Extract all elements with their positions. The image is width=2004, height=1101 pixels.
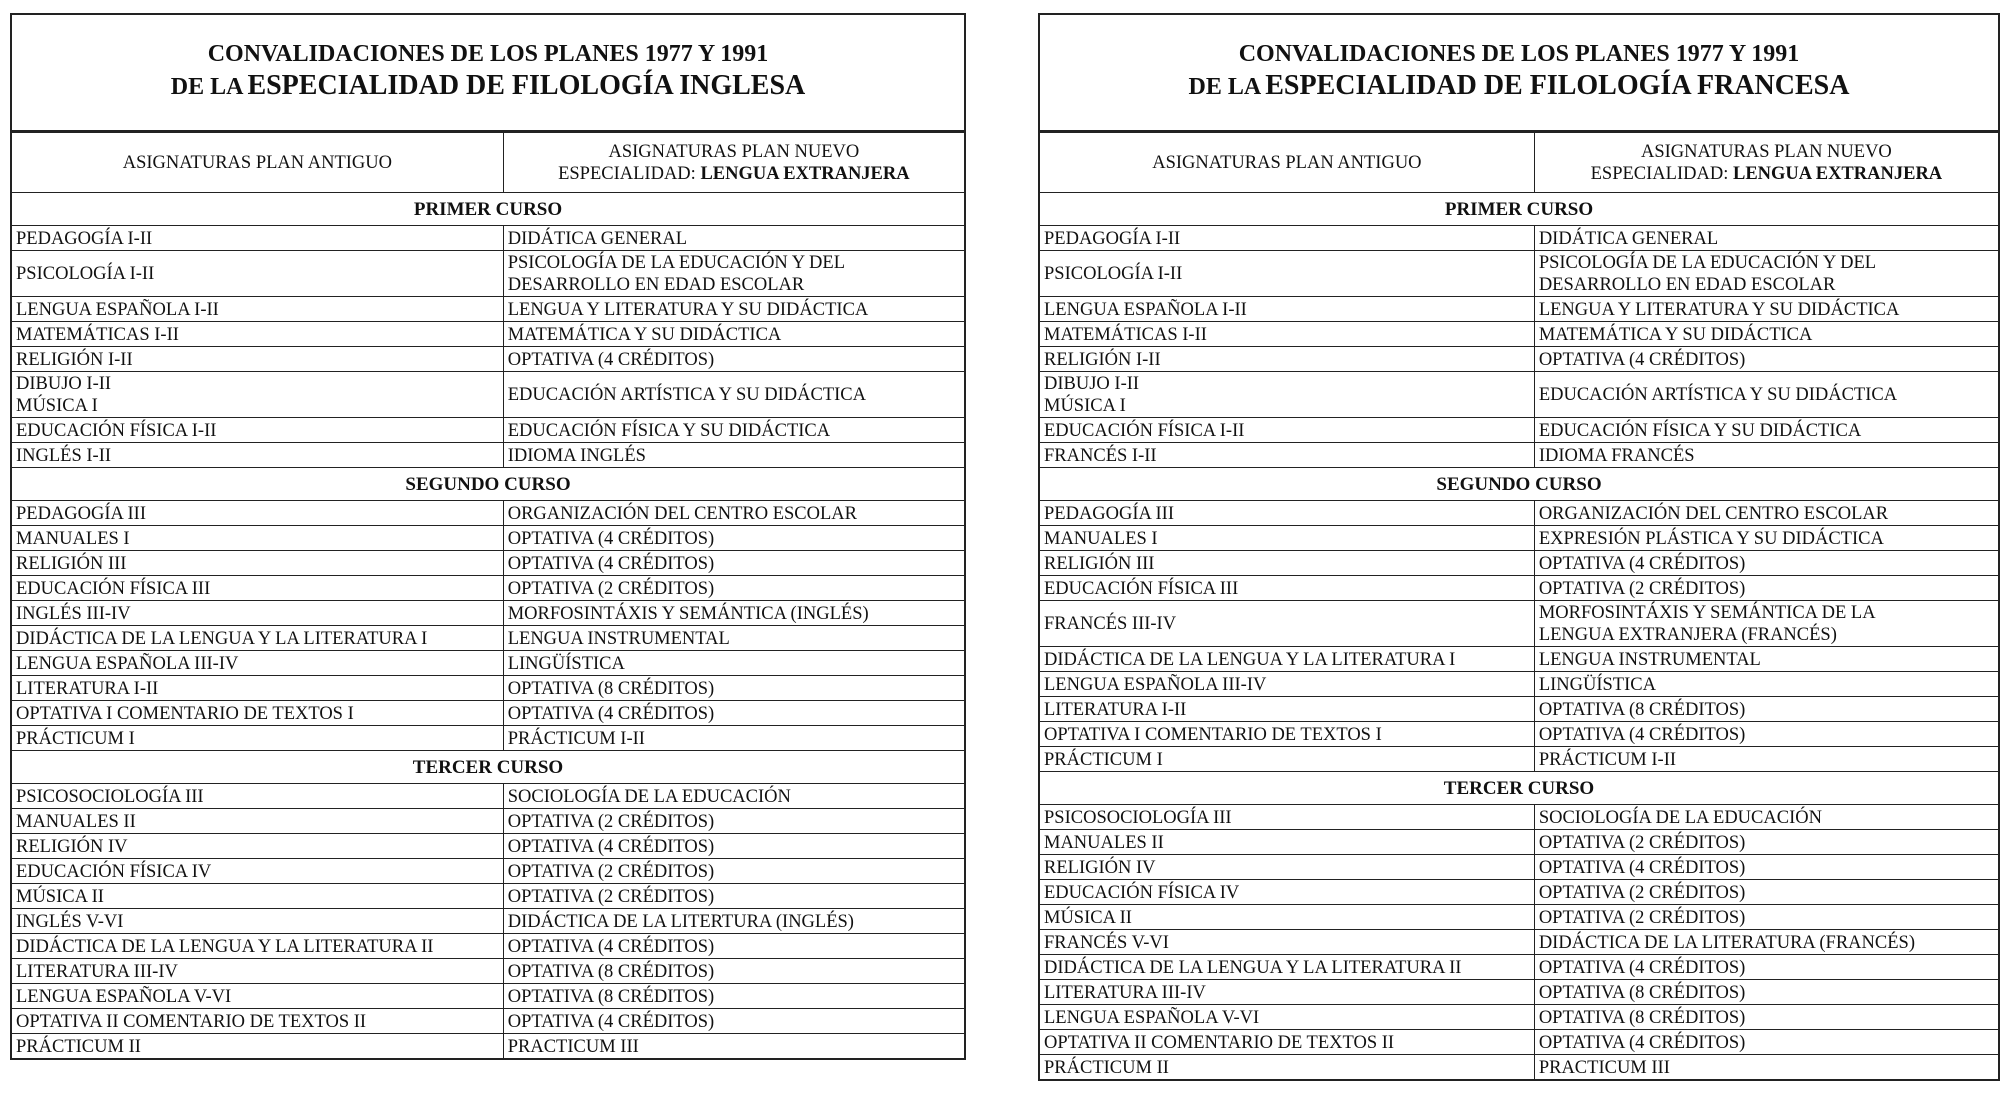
section-header-row: [1040, 193, 1998, 226]
new-subject: PSICOLOGÍA DE LA EDUCACIÓN Y DEL DESARROLLO EN EDAD ESCOLAR: [1534, 251, 1998, 297]
old-subject: OPTATIVA I COMENTARIO DE TEXTOS I: [12, 701, 503, 726]
old-subject: RELIGIÓN III: [1040, 551, 1534, 576]
table-row: [1040, 830, 1998, 855]
table-row: [12, 1009, 964, 1034]
old-subject: DIBUJO I-II MÚSICA I: [12, 372, 503, 418]
header-new-line2: [508, 163, 960, 185]
section-header-row: [12, 751, 964, 784]
title-specialty: ESPECIALIDAD DE FILOLOGÍA FRANCESA: [1265, 69, 1850, 101]
new-subject: EDUCACIÓN ARTÍSTICA Y SU DIDÁCTICA: [503, 372, 964, 418]
new-subject: OPTATIVA (8 CRÉDITOS): [1534, 1005, 1998, 1030]
old-subject: EDUCACIÓN FÍSICA IV: [1040, 880, 1534, 905]
new-subject: OPTATIVA (4 CRÉDITOS): [503, 347, 964, 372]
new-subject: OPTATIVA (8 CRÉDITOS): [1534, 980, 1998, 1005]
new-subject: OPTATIVA (4 CRÉDITOS): [503, 1009, 964, 1034]
old-subject: PEDAGOGÍA I-II: [1040, 226, 1534, 251]
table-row: [1040, 1055, 1998, 1080]
new-subject: DIDÁCTICA DE LA LITERATURA (FRANCÉS): [1534, 930, 1998, 955]
table-row: [12, 1034, 964, 1059]
section-header-row: [12, 193, 964, 226]
new-subject: IDIOMA INGLÉS: [503, 443, 964, 468]
section-title: SEGUNDO CURSO: [12, 468, 964, 501]
new-subject: OPTATIVA (2 CRÉDITOS): [503, 576, 964, 601]
old-subject: INGLÉS III-IV: [12, 601, 503, 626]
new-subject: ORGANIZACIÓN DEL CENTRO ESCOLAR: [1534, 501, 1998, 526]
new-subject: OPTATIVA (8 CRÉDITOS): [503, 959, 964, 984]
table-row: [1040, 551, 1998, 576]
table-row: [1040, 418, 1998, 443]
old-subject: PEDAGOGÍA III: [1040, 501, 1534, 526]
old-subject: PSICOLOGÍA I-II: [12, 251, 503, 297]
table-row: [12, 984, 964, 1009]
table-row: [12, 601, 964, 626]
new-subject: OPTATIVA (2 CRÉDITOS): [503, 809, 964, 834]
section-title: TERCER CURSO: [1040, 772, 1998, 805]
table-row: [12, 347, 964, 372]
table-row: [1040, 297, 1998, 322]
header-new-line2: [1539, 163, 1994, 185]
table-row: [1040, 930, 1998, 955]
old-subject: INGLÉS I-II: [12, 443, 503, 468]
title-line-2: [171, 69, 806, 107]
table-row: [1040, 1030, 1998, 1055]
old-subject: FRANCÉS I-II: [1040, 443, 1534, 468]
table-row: [12, 859, 964, 884]
old-subject: RELIGIÓN IV: [1040, 855, 1534, 880]
new-subject: EDUCACIÓN FÍSICA Y SU DIDÁCTICA: [1534, 418, 1998, 443]
old-subject: OPTATIVA I COMENTARIO DE TEXTOS I: [1040, 722, 1534, 747]
old-subject: EDUCACIÓN FÍSICA III: [1040, 576, 1534, 601]
section-title: PRIMER CURSO: [1040, 193, 1998, 226]
new-subject: LENGUA Y LITERATURA Y SU DIDÁCTICA: [1534, 297, 1998, 322]
old-subject: LITERATURA I-II: [1040, 697, 1534, 722]
new-subject: DIDÁTICA GENERAL: [1534, 226, 1998, 251]
new-subject: EDUCACIÓN ARTÍSTICA Y SU DIDÁCTICA: [1534, 372, 1998, 418]
table-row: [12, 784, 964, 809]
section-title: SEGUNDO CURSO: [1040, 468, 1998, 501]
old-subject: LITERATURA III-IV: [12, 959, 503, 984]
table-row: [1040, 672, 1998, 697]
new-subject: OPTATIVA (4 CRÉDITOS): [1534, 347, 1998, 372]
old-subject: MANUALES II: [1040, 830, 1534, 855]
old-subject: MÚSICA II: [1040, 905, 1534, 930]
table-row: [12, 526, 964, 551]
old-subject: PSICOLOGÍA I-II: [1040, 251, 1534, 297]
title-prefix: DE LA: [1188, 73, 1262, 100]
new-subject: OPTATIVA (4 CRÉDITOS): [1534, 955, 1998, 980]
table-row: [12, 701, 964, 726]
table-row: [1040, 322, 1998, 347]
section-header-row: [12, 468, 964, 501]
new-subject: EXPRESIÓN PLÁSTICA Y SU DIDÁCTICA: [1534, 526, 1998, 551]
old-subject: FRANCÉS V-VI: [1040, 930, 1534, 955]
new-subject: PSICOLOGÍA DE LA EDUCACIÓN Y DEL DESARROLLO EN EDAD ESCOLAR: [503, 251, 964, 297]
old-subject: PRÁCTICUM I: [12, 726, 503, 751]
title-line-1: CONVALIDACIONES DE LOS PLANES 1977 Y 1991: [1238, 40, 1800, 67]
convalidation-grid: [12, 132, 964, 1058]
header-new-specialty: LENGUA EXTRANJERA: [700, 164, 910, 184]
table-row: [12, 676, 964, 701]
table-row: [1040, 443, 1998, 468]
new-subject: PRÁCTICUM I-II: [1534, 747, 1998, 772]
new-subject: SOCIOLOGÍA DE LA EDUCACIÓN: [503, 784, 964, 809]
table-row: [1040, 226, 1998, 251]
table-row: [1040, 1005, 1998, 1030]
old-subject: DIBUJO I-II MÚSICA I: [1040, 372, 1534, 418]
table-row: [12, 909, 964, 934]
new-subject: OPTATIVA (2 CRÉDITOS): [1534, 905, 1998, 930]
old-subject: DIDÁCTICA DE LA LENGUA Y LA LITERATURA I: [12, 626, 503, 651]
new-subject: OPTATIVA (4 CRÉDITOS): [1534, 551, 1998, 576]
new-subject: MORFOSINTÁXIS Y SEMÁNTICA (INGLÉS): [503, 601, 964, 626]
new-subject: DIDÁCTICA DE LA LITERTURA (INGLÉS): [503, 909, 964, 934]
title-line-2: [1189, 69, 1850, 107]
new-subject: EDUCACIÓN FÍSICA Y SU DIDÁCTICA: [503, 418, 964, 443]
old-subject: MANUALES II: [12, 809, 503, 834]
table-row: [1040, 855, 1998, 880]
new-subject: PRACTICUM III: [1534, 1055, 1998, 1080]
table-row: [12, 884, 964, 909]
header-new-line1: ASIGNATURAS PLAN NUEVO: [1641, 142, 1892, 162]
convalidation-table-frances: [1038, 13, 2000, 1081]
table-row: [12, 959, 964, 984]
header-old-plan: ASIGNATURAS PLAN ANTIGUO: [12, 133, 503, 193]
table-row: [12, 934, 964, 959]
old-subject: LENGUA ESPAÑOLA I-II: [1040, 297, 1534, 322]
old-subject: EDUCACIÓN FÍSICA IV: [12, 859, 503, 884]
new-subject: OPTATIVA (4 CRÉDITOS): [503, 701, 964, 726]
new-subject: OPTATIVA (8 CRÉDITOS): [503, 676, 964, 701]
old-subject: DIDÁCTICA DE LA LENGUA Y LA LITERATURA I: [1040, 647, 1534, 672]
header-row: [12, 133, 964, 193]
table-row: [1040, 905, 1998, 930]
new-subject: LINGÜÍSTICA: [503, 651, 964, 676]
table-row: [1040, 747, 1998, 772]
old-subject: LITERATURA I-II: [12, 676, 503, 701]
new-subject: SOCIOLOGÍA DE LA EDUCACIÓN: [1534, 805, 1998, 830]
new-subject: OPTATIVA (4 CRÉDITOS): [503, 834, 964, 859]
header-row: [1040, 133, 1998, 193]
new-subject: OPTATIVA (4 CRÉDITOS): [1534, 855, 1998, 880]
new-subject: OPTATIVA (2 CRÉDITOS): [503, 884, 964, 909]
old-subject: PSICOSOCIOLOGÍA III: [12, 784, 503, 809]
section-header-row: [1040, 772, 1998, 805]
old-subject: MÚSICA II: [12, 884, 503, 909]
new-subject: OPTATIVA (2 CRÉDITOS): [503, 859, 964, 884]
title-line-1: CONVALIDACIONES DE LOS PLANES 1977 Y 1991: [207, 40, 769, 67]
new-subject: OPTATIVA (8 CRÉDITOS): [503, 984, 964, 1009]
old-subject: LENGUA ESPAÑOLA I-II: [12, 297, 503, 322]
table-row: [1040, 601, 1998, 647]
table-row: [1040, 955, 1998, 980]
old-subject: DIDÁCTICA DE LA LENGUA Y LA LITERATURA II: [12, 934, 503, 959]
new-subject: LINGÜÍSTICA: [1534, 672, 1998, 697]
convalidation-table-ingles: [10, 13, 966, 1060]
table-row: [1040, 526, 1998, 551]
table-row: [1040, 722, 1998, 747]
old-subject: PEDAGOGÍA III: [12, 501, 503, 526]
new-subject: OPTATIVA (4 CRÉDITOS): [1534, 722, 1998, 747]
old-subject: PEDAGOGÍA I-II: [12, 226, 503, 251]
new-subject: OPTATIVA (4 CRÉDITOS): [503, 551, 964, 576]
old-subject: MANUALES I: [1040, 526, 1534, 551]
header-old-plan: ASIGNATURAS PLAN ANTIGUO: [1040, 133, 1534, 193]
old-subject: RELIGIÓN IV: [12, 834, 503, 859]
new-subject: MATEMÁTICA Y SU DIDÁCTICA: [1534, 322, 1998, 347]
table-row: [12, 297, 964, 322]
old-subject: MANUALES I: [12, 526, 503, 551]
new-subject: ORGANIZACIÓN DEL CENTRO ESCOLAR: [503, 501, 964, 526]
old-subject: EDUCACIÓN FÍSICA III: [12, 576, 503, 601]
table-row: [12, 226, 964, 251]
table-row: [1040, 880, 1998, 905]
table-row: [1040, 501, 1998, 526]
table-row: [12, 834, 964, 859]
old-subject: LENGUA ESPAÑOLA V-VI: [12, 984, 503, 1009]
header-new-specialty: LENGUA EXTRANJERA: [1732, 164, 1943, 184]
table-row: [1040, 251, 1998, 297]
document-title: [1040, 15, 1998, 132]
old-subject: MATEMÁTICAS I-II: [1040, 322, 1534, 347]
table-row: [1040, 647, 1998, 672]
convalidation-grid: [1040, 132, 1998, 1079]
title-prefix: DE LA: [170, 73, 244, 100]
header-new-plan: [503, 133, 964, 193]
table-row: [1040, 372, 1998, 418]
new-subject: PRÁCTICUM I-II: [503, 726, 964, 751]
old-subject: RELIGIÓN I-II: [1040, 347, 1534, 372]
section-header-row: [1040, 468, 1998, 501]
header-new-prefix: ESPECIALIDAD:: [1590, 164, 1729, 184]
old-subject: MATEMÁTICAS I-II: [12, 322, 503, 347]
old-subject: PSICOSOCIOLOGÍA III: [1040, 805, 1534, 830]
new-subject: LENGUA INSTRUMENTAL: [1534, 647, 1998, 672]
table-row: [12, 501, 964, 526]
old-subject: RELIGIÓN I-II: [12, 347, 503, 372]
table-row: [12, 626, 964, 651]
table-row: [12, 251, 964, 297]
table-row: [12, 651, 964, 676]
table-row: [1040, 805, 1998, 830]
new-subject: OPTATIVA (4 CRÉDITOS): [503, 934, 964, 959]
old-subject: INGLÉS V-VI: [12, 909, 503, 934]
new-subject: IDIOMA FRANCÉS: [1534, 443, 1998, 468]
document-title: [12, 15, 964, 132]
old-subject: EDUCACIÓN FÍSICA I-II: [1040, 418, 1534, 443]
table-row: [1040, 576, 1998, 601]
old-subject: LENGUA ESPAÑOLA III-IV: [1040, 672, 1534, 697]
table-row: [1040, 347, 1998, 372]
section-title: TERCER CURSO: [12, 751, 964, 784]
new-subject: OPTATIVA (2 CRÉDITOS): [1534, 576, 1998, 601]
old-subject: FRANCÉS III-IV: [1040, 601, 1534, 647]
table-row: [12, 576, 964, 601]
table-row: [12, 551, 964, 576]
table-row: [12, 443, 964, 468]
new-subject: OPTATIVA (4 CRÉDITOS): [503, 526, 964, 551]
old-subject: OPTATIVA II COMENTARIO DE TEXTOS II: [12, 1009, 503, 1034]
new-subject: OPTATIVA (2 CRÉDITOS): [1534, 830, 1998, 855]
table-row: [1040, 980, 1998, 1005]
new-subject: OPTATIVA (8 CRÉDITOS): [1534, 697, 1998, 722]
new-subject: LENGUA INSTRUMENTAL: [503, 626, 964, 651]
new-subject: LENGUA Y LITERATURA Y SU DIDÁCTICA: [503, 297, 964, 322]
new-subject: PRACTICUM III: [503, 1034, 964, 1059]
old-subject: PRÁCTICUM II: [12, 1034, 503, 1059]
old-subject: LITERATURA III-IV: [1040, 980, 1534, 1005]
header-new-prefix: ESPECIALIDAD:: [558, 164, 696, 184]
new-subject: MORFOSINTÁXIS Y SEMÁNTICA DE LA LENGUA EXTRANJERA (FRANCÉS): [1534, 601, 1998, 647]
section-title: PRIMER CURSO: [12, 193, 964, 226]
old-subject: LENGUA ESPAÑOLA V-VI: [1040, 1005, 1534, 1030]
old-subject: EDUCACIÓN FÍSICA I-II: [12, 418, 503, 443]
old-subject: PRÁCTICUM II: [1040, 1055, 1534, 1080]
header-new-plan: [1534, 133, 1998, 193]
old-subject: RELIGIÓN III: [12, 551, 503, 576]
new-subject: DIDÁTICA GENERAL: [503, 226, 964, 251]
header-new-line1: ASIGNATURAS PLAN NUEVO: [608, 142, 860, 162]
new-subject: OPTATIVA (4 CRÉDITOS): [1534, 1030, 1998, 1055]
old-subject: LENGUA ESPAÑOLA III-IV: [12, 651, 503, 676]
new-subject: OPTATIVA (2 CRÉDITOS): [1534, 880, 1998, 905]
table-row: [1040, 697, 1998, 722]
table-row: [12, 809, 964, 834]
table-row: [12, 372, 964, 418]
old-subject: OPTATIVA II COMENTARIO DE TEXTOS II: [1040, 1030, 1534, 1055]
old-subject: PRÁCTICUM I: [1040, 747, 1534, 772]
table-row: [12, 726, 964, 751]
old-subject: DIDÁCTICA DE LA LENGUA Y LA LITERATURA II: [1040, 955, 1534, 980]
table-row: [12, 418, 964, 443]
new-subject: MATEMÁTICA Y SU DIDÁCTICA: [503, 322, 964, 347]
table-row: [12, 322, 964, 347]
title-specialty: ESPECIALIDAD DE FILOLOGÍA INGLESA: [247, 69, 806, 101]
